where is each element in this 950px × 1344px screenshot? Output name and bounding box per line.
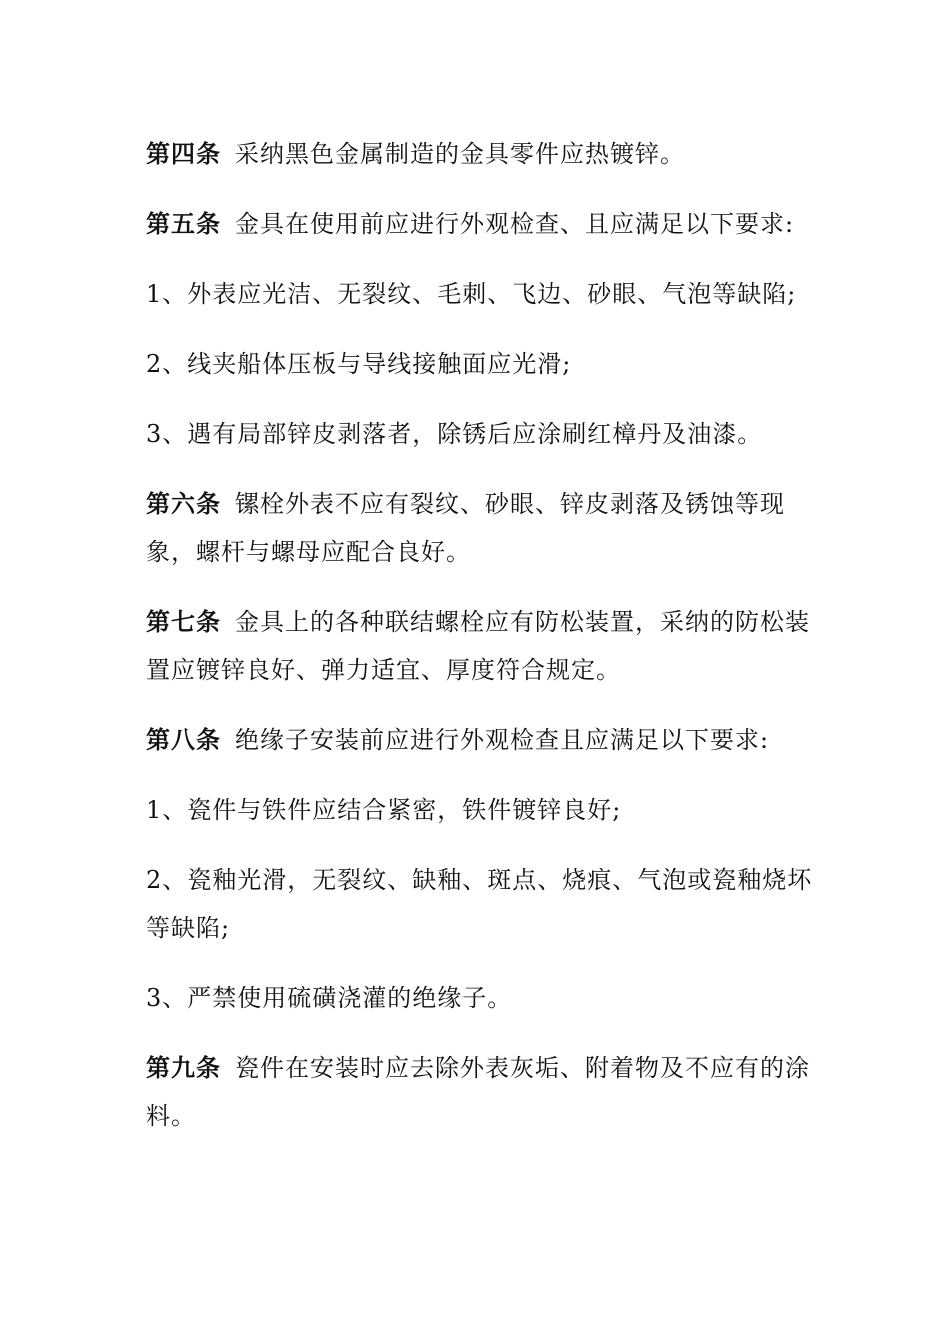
article-9 <box>146 1044 816 1140</box>
list-item-text: 3、遇有局部锌皮剥落者，除锈后应涂刷红樟丹及油漆。 <box>146 420 763 448</box>
article-heading: 第六条 <box>146 489 221 518</box>
article-5-item-2 <box>146 340 816 388</box>
article-7 <box>146 598 816 694</box>
article-heading: 第九条 <box>146 1053 221 1082</box>
article-text: 镙栓外表不应有裂纹、砂眼、锌皮剥落及锈蚀等现象，螺杆与螺母应配合良好。 <box>146 490 785 566</box>
article-heading: 第七条 <box>146 607 221 636</box>
document-page <box>146 130 816 1162</box>
article-text: 绝缘子安装前应进行外观检查且应满足以下要求: <box>235 726 770 754</box>
list-item-text: 2、瓷釉光滑，无裂纹、缺釉、斑点、烧痕、气泡或瓷釉烧坏等缺陷; <box>146 866 813 942</box>
article-4 <box>146 130 816 178</box>
article-6 <box>146 480 816 576</box>
article-heading: 第五条 <box>146 209 221 238</box>
article-text: 金具在使用前应进行外观检查、且应满足以下要求: <box>235 210 795 238</box>
article-5 <box>146 200 816 248</box>
list-item-text: 3、严禁使用硫磺浇灌的绝缘子。 <box>146 984 513 1012</box>
article-5-item-3 <box>146 410 816 458</box>
article-8-item-2 <box>146 856 816 952</box>
article-8-item-1 <box>146 786 816 834</box>
article-8-item-3 <box>146 974 816 1022</box>
list-item-text: 2、线夹船体压板与导线接触面应光滑; <box>146 350 572 378</box>
article-text: 金具上的各种联结螺栓应有防松装置，采纳的防松装置应镀锌良好、弹力适宜、厚度符合规定。 <box>146 608 810 684</box>
list-item-text: 1、瓷件与铁件应结合紧密，铁件镀锌良好; <box>146 796 622 824</box>
article-text: 采纳黑色金属制造的金具零件应热镀锌。 <box>235 140 685 168</box>
article-heading: 第八条 <box>146 725 221 754</box>
article-5-item-1 <box>146 270 816 318</box>
article-text: 瓷件在安装时应去除外表灰垢、附着物及不应有的涂料。 <box>146 1054 810 1130</box>
article-8 <box>146 716 816 764</box>
list-item-text: 1、外表应光洁、无裂纹、毛刺、飞边、砂眼、气泡等缺陷; <box>146 280 797 308</box>
article-heading: 第四条 <box>146 139 221 168</box>
